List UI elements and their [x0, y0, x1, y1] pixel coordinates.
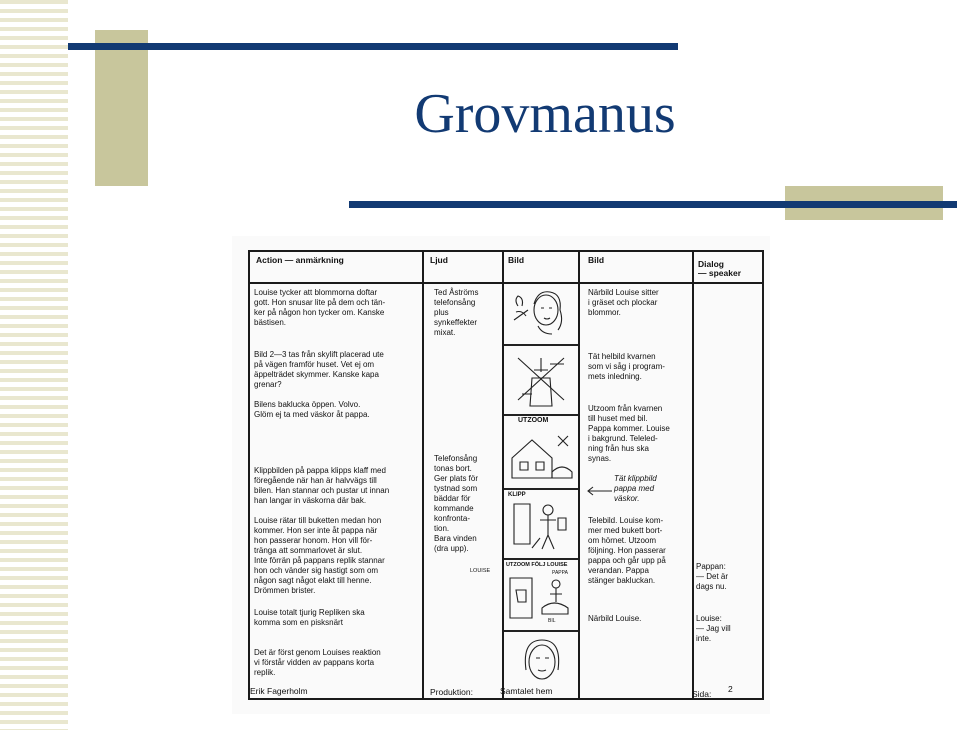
footer-production-label: Produktion: [430, 687, 473, 697]
footer-author: Erik Fagerholm [250, 686, 308, 696]
panel-divider [504, 630, 578, 632]
sketch-house-car [508, 428, 574, 486]
dialog-text: Pappan: — Det är dags nu. [696, 562, 729, 591]
decorative-stripes [0, 0, 70, 730]
action-text: Louise rätar till buketten medan hon kommer. Hon ser inte åt pappa när hon passerar honom. Hon vill för- tränga att sommarlovet är slut. Inte förrän på pappans replik stannar hon och vänder sig hastigt som om någon sagt något elakt till henne. Drömmen brister. [254, 516, 385, 595]
sketch-label-utzoom-louise: UTZOOM FÖLJ LOUISE [506, 562, 568, 568]
action-text: Bild 2—3 tas från skylift placerad ute på vägen framför huset. Vet ej om äppelträdet skymmer. Kanske kapa grenar? [254, 350, 384, 389]
header-action: Action — anmärkning [256, 255, 344, 265]
bild-text: Tät helbild kvarnen som vi såg i program- mets inledning. [588, 352, 665, 381]
sketch-column [504, 252, 578, 698]
bild-text: Utzoom från kvarnen till huset med bil. Pappa kommer. Louise i bakgrund. Teleled- ning från hus ska synas. [588, 404, 670, 463]
title-rule-top [68, 43, 678, 50]
sketch-label-klipp: KLIPP [508, 492, 526, 498]
sketch-label-utzoom: UTZOOM [518, 417, 549, 424]
column-divider [692, 252, 694, 698]
bild-text: Telebild. Louise kom- mer med bukett bort- om hörnet. Utzoom följning. Hon passerar pappa och går upp på verandan. Pappa stänger bakluckan. [588, 516, 666, 585]
storyboard-table [248, 250, 764, 700]
header-bild-text: Bild [588, 255, 605, 265]
arrow-left-icon [584, 486, 614, 496]
footer-page-label: Sida: [692, 689, 712, 699]
header-ljud: Ljud [430, 255, 448, 265]
action-text: Bilens baklucka öppen. Volvo. Glöm ej ta med väskor åt pappa. [254, 400, 370, 419]
sketch-yard [508, 574, 574, 626]
ljud-text: Telefonsång tonas bort. Ger plats för tystnad som bäddar för kommande konfronta- tion. Bara vinden (dra upp). [434, 454, 479, 553]
footer-production-value: Samtalet hem [500, 686, 553, 696]
action-text: Louise tycker att blommorna doftar gott. Hon snusar lite på dem och tän- ker på någon hon tycker om. Kanske bästisen. [254, 288, 386, 327]
storyboard-document [232, 236, 770, 714]
action-text: Klippbilden på pappa klipps klaff med föregående när han är halvvägs till bilen. Han stannar och pustar ut innan han langar in väskorna där bak. [254, 466, 390, 505]
column-divider [578, 252, 580, 698]
sketch-father-bags [508, 498, 574, 556]
sketch-girl-flowers [508, 286, 574, 340]
bild-text: Närbild Louise. [588, 614, 642, 623]
title-rule-bottom [349, 201, 957, 208]
sketch-label-louise: LOUISE [470, 568, 491, 574]
sketch-windmill [510, 350, 572, 410]
sketch-label-bil: BIL [548, 618, 556, 624]
header-dialog: Dialog — speaker [698, 259, 741, 279]
dialog-text: Louise: — Jag vill inte. [696, 614, 731, 643]
bild-text: Närbild Louise sitter i gräset och plockar blommor. [588, 288, 659, 317]
action-text: Louise totalt tjurig Repliken ska komma som en pisksnärt [254, 608, 365, 627]
slide-title: Grovmanus [414, 83, 676, 145]
column-divider [422, 252, 424, 698]
decorative-block [95, 30, 148, 186]
ljud-text: Ted Åströms telefonsång plus synkeffekter mixat. [434, 288, 479, 337]
sketch-louise-closeup [514, 636, 570, 686]
header-bild-sketch: Bild [508, 255, 525, 265]
bild-text: Tät klippbild pappa med väskor. [614, 474, 657, 503]
footer-page-value: 2 [728, 684, 733, 694]
panel-divider [504, 344, 578, 346]
sketch-label-pappa: PAPPA [552, 570, 568, 576]
action-text: Det är först genom Louises reaktion vi förstår vidden av pappans korta replik. [254, 648, 381, 677]
